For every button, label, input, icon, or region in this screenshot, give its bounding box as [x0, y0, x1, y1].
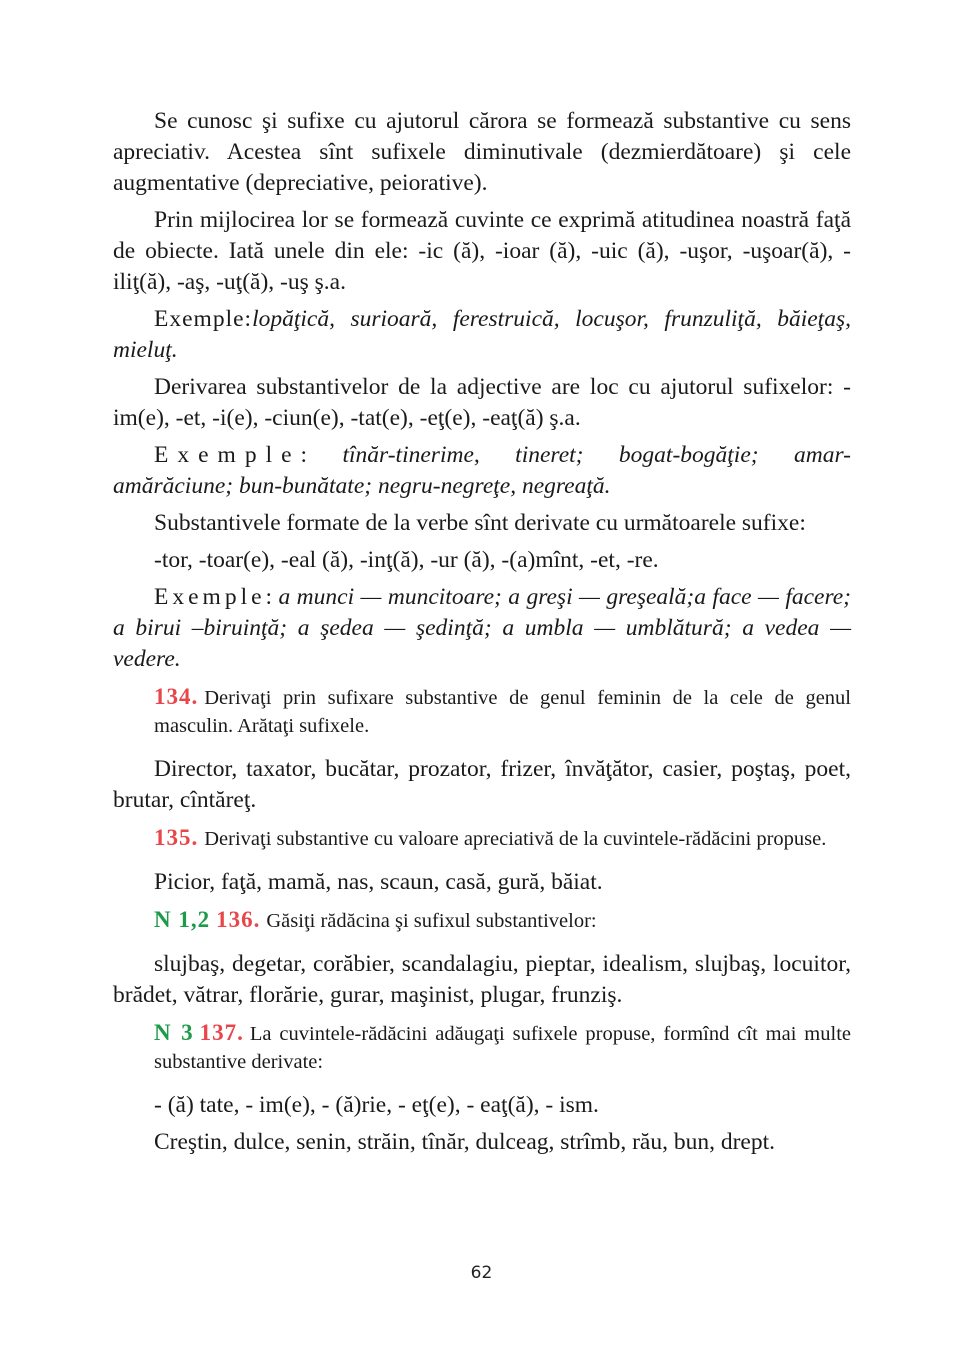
exercise-135-words: Picior, faţă, mamă, nas, scaun, casă, gură, băiat. [154, 869, 603, 895]
exercise-instruction: Derivaţi prin sufixare substantive de genul feminin de la cele de genul masculin. Arătaţi sufixele. [154, 687, 851, 737]
example-words: tînăr-tinerime, tineret; bogat-bogăţie; amar-amărăciune; bun-bunătate; negru-negreţe, negreaţă. [113, 442, 851, 499]
exercise-134 [113, 683, 851, 740]
paragraph-verb-derivation: Substantivele formate de la verbe sînt derivate cu următoarele sufixe: [154, 510, 806, 536]
exercise-instruction: Derivaţi substantive cu valoare apreciativă de la cuvintele-rădăcini propuse. [204, 828, 827, 850]
example-words: lopăţică, surioară, ferestruică, locuşor, frunzuliţă, băieţaş, mieluţ. [113, 306, 851, 363]
exercise-number: 137. [199, 1020, 244, 1045]
exercise-number: 136. [216, 907, 261, 932]
exercise-136 [113, 906, 851, 935]
paragraph-suffix-list: Prin mijlocirea lor se formează cuvinte ce exprimă atitudinea noastră faţă de obiecte. Iată unele din ele: -ic (ă), -ioar (ă), -uic (ă), -uşor, -uşoar(ă), -iliţ(ă), -aş, -uţ(ă), -uş ş.a. [113, 207, 851, 295]
exercise-number: 134. [154, 684, 199, 709]
example-words: a munci — muncitoare; a greşi — greşeală;a face — facere; a birui –biruinţă; a şedea — şedinţă; a umbla — umblătură; a vedea — vedere. [113, 584, 851, 672]
exercise-instruction: La cuvintele-rădăcini adăugaţi sufixele propuse, formînd cît mai multe substantive derivate: [154, 1023, 851, 1073]
level-marker: N 3 [154, 1020, 194, 1045]
example-label: Exemple: [154, 306, 253, 332]
exercise-137-words: Creştin, dulce, senin, străin, tînăr, dulceag, strîmb, rău, bun, drept. [154, 1129, 776, 1155]
exercise-134-words: Director, taxator, bucătar, prozator, frizer, învăţător, casier, poştaş, poet, brutar, cîntăreţ. [113, 756, 851, 813]
exercise-instruction: Găsiţi rădăcina şi sufixul substantivelor: [266, 910, 597, 932]
example-verb-derivation: Exemple: a munci — muncitoare; a greşi — greşeală;a face — facere; a birui –biruinţă; a şedea — şedinţă; a umbla — umblătură; a vedea — vedere. [113, 584, 851, 672]
example-diminutives [113, 304, 851, 366]
example-label: Exemple [154, 584, 266, 610]
verb-suffix-list: -tor, -toar(e), -eal (ă), -inţ(ă), -ur (ă), -(a)mînt, -et, -re. [154, 547, 659, 573]
page-content [113, 106, 851, 1164]
paragraph-appreciative-suffixes: Se cunosc şi sufixe cu ajutorul cărora se formează substantive cu sens apreciativ. Acestea sînt sufixele diminutivale (dezmierdătoare) şi cele augmentative (depreciative, peiorative). [113, 108, 851, 196]
exercise-135 [113, 824, 851, 853]
exercise-137-suffixes: - (ă) tate, - im(e), - (ă)rie, - eţ(e), - eaţ(ă), - ism. [154, 1092, 599, 1118]
exercise-136-words: slujbaş, degetar, corăbier, scandalagiu, pieptar, idealism, slujbaş, locuitor, brădet, vătrar, florărie, gurar, maşinist, plugar, frunziş. [113, 951, 851, 1008]
example-label: Exemple [154, 442, 301, 468]
level-marker: N 1,2 [154, 907, 211, 932]
exercise-137 [113, 1019, 851, 1076]
page-number: 62 [470, 1263, 493, 1283]
paragraph-adjective-derivation: Derivarea substantivelor de la adjective are loc cu ajutorul sufixelor: -im(e), -et, -i(e), -ciun(e), -tat(e), -eţ(e), -eaţ(ă) ş.a. [113, 374, 851, 431]
example-adjective-derivation: Exemple: tînăr-tinerime, tineret; bogat-bogăţie; amar-amărăciune; bun-bunătate; negru-negreţe, negreaţă. [113, 442, 851, 499]
exercise-number: 135. [154, 825, 199, 850]
